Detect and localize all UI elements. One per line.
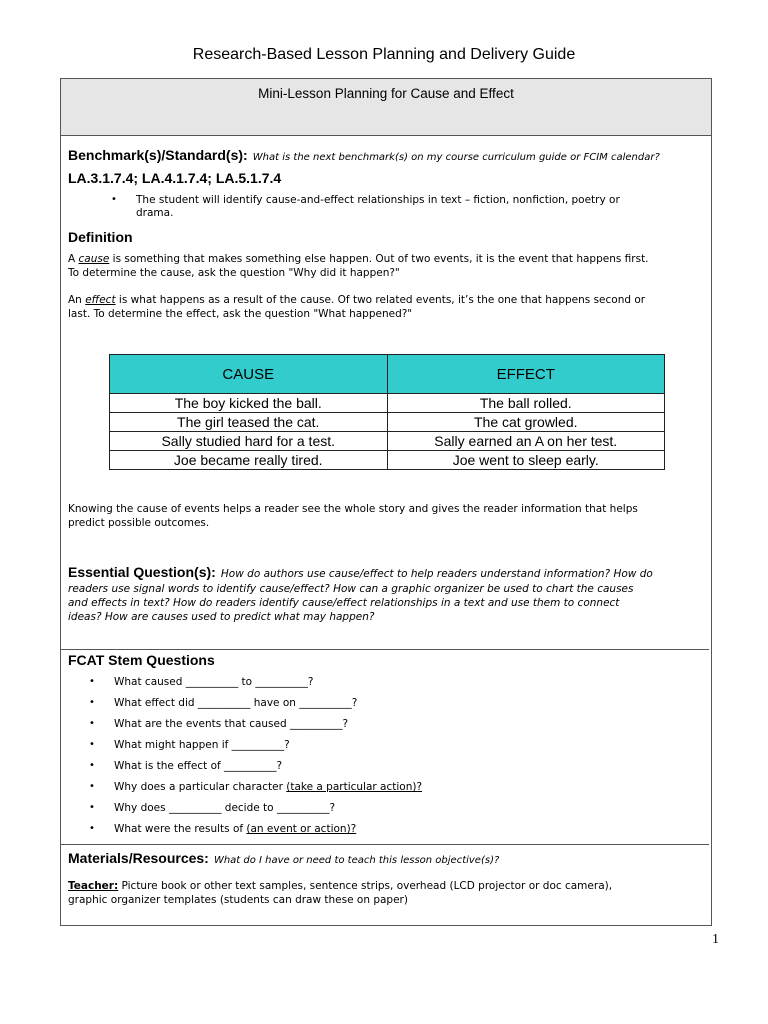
benchmark-bullet-line1: The student will identify cause-and-effect relationships in text – fiction, nonfiction, poetry or: [136, 194, 620, 206]
teacher-label: Teacher:: [68, 880, 119, 892]
essential-line1: How do authors use cause/effect to help readers understand information? How do: [220, 568, 653, 580]
section-divider: [61, 649, 709, 650]
effect-definition: [68, 294, 645, 321]
teacher-line1: Picture book or other text samples, sentence strips, overhead (LCD projector or doc camera),: [118, 880, 613, 892]
list-item: What effect did __________ have on __________?: [114, 697, 358, 709]
list-item: What might happen if __________?: [114, 739, 290, 751]
cause-pre: A: [68, 253, 79, 265]
bullet-icon: •: [89, 781, 95, 792]
benchmark-bullet: [136, 194, 620, 220]
table-row: [110, 394, 665, 413]
cause-definition: [68, 253, 649, 280]
materials-hint: What do I have or need to teach this lesson objective(s)?: [213, 855, 500, 866]
bullet-icon: •: [89, 802, 95, 813]
essential-questions: [68, 564, 653, 624]
cause-term: cause: [78, 253, 110, 265]
benchmark-hint: What is the next benchmark(s) on my course curriculum guide or FCIM calendar?: [252, 152, 660, 163]
list-item: What is the effect of __________?: [114, 760, 283, 772]
knowing-line1: Knowing the cause of events helps a reader see the whole story and gives the reader information that helps: [68, 503, 638, 515]
effect-cell: The ball rolled.: [387, 394, 665, 413]
essential-line2: readers use signal words to identify cause/effect? How can a graphic organizer be used to chart the causes: [68, 583, 634, 595]
fcat-heading: FCAT Stem Questions: [68, 652, 215, 668]
essential-label: Essential Question(s):: [68, 564, 216, 580]
materials-row: [68, 848, 499, 867]
list-item: What were the results of (an event or action)?: [114, 823, 357, 835]
table-row: [110, 413, 665, 432]
definition-heading: Definition: [68, 229, 133, 245]
effect-line1: is what happens as a result of the cause. Of two related events, it’s the one that happens second or: [115, 294, 646, 306]
essential-line3: and effects in text? How do readers identify cause/effect relationships in a text and use them to connect: [68, 597, 620, 609]
cause-cell: Sally studied hard for a test.: [110, 432, 388, 451]
bullet-icon: •: [89, 823, 95, 834]
list-item: Why does __________ decide to __________?: [114, 802, 336, 814]
knowing-line2: predict possible outcomes.: [68, 516, 210, 529]
bullet-icon: •: [89, 697, 95, 708]
benchmark-label: Benchmark(s)/Standard(s):: [68, 147, 248, 163]
materials-label: Materials/Resources:: [68, 850, 209, 866]
bullet-icon: •: [89, 760, 95, 771]
effect-cell: Sally earned an A on her test.: [387, 432, 665, 451]
teacher-line2: graphic organizer templates (students can draw these on paper): [68, 893, 408, 906]
cause-cell: Joe became really tired.: [110, 451, 388, 470]
list-item: Why does a particular character (take a particular action)?: [114, 781, 423, 793]
cause-line1: is something that makes something else happen. Out of two events, it is the event that happens first.: [109, 253, 649, 265]
cause-header: CAUSE: [110, 355, 388, 394]
page-number: 1: [712, 932, 719, 947]
effect-header: EFFECT: [387, 355, 665, 394]
list-item: What are the events that caused __________?: [114, 718, 349, 730]
benchmark-codes: LA.3.1.7.4; LA.4.1.7.4; LA.5.1.7.4: [68, 170, 282, 186]
bullet-icon: •: [89, 676, 95, 687]
benchmark-row: [68, 145, 660, 164]
teacher-materials: [68, 880, 612, 907]
table-row: [110, 451, 665, 470]
document-title: Research-Based Lesson Planning and Delivery Guide: [192, 46, 576, 63]
essential-line4: ideas? How are causes used to predict what may happen?: [68, 611, 375, 623]
effect-line2: last. To determine the effect, ask the question "What happened?": [68, 307, 413, 320]
list-item: What caused __________ to __________?: [114, 676, 314, 688]
cause-line2: To determine the cause, ask the question "Why did it happen?": [68, 266, 400, 279]
effect-cell: The cat growled.: [387, 413, 665, 432]
table-header-row: [110, 355, 665, 394]
table-row: [110, 432, 665, 451]
bullet-icon: •: [89, 739, 95, 750]
bullet-icon: •: [111, 194, 117, 205]
mini-lesson-subtitle: Mini-Lesson Planning for Cause and Effect: [258, 86, 514, 101]
lesson-plan-frame: [60, 78, 712, 926]
effect-term: effect: [85, 294, 116, 306]
cause-effect-table: [109, 354, 665, 470]
cause-cell: The boy kicked the ball.: [110, 394, 388, 413]
effect-pre: An: [68, 294, 86, 306]
header-band: [61, 79, 711, 136]
bullet-icon: •: [89, 718, 95, 729]
cause-cell: The girl teased the cat.: [110, 413, 388, 432]
effect-cell: Joe went to sleep early.: [387, 451, 665, 470]
section-divider: [61, 844, 709, 845]
knowing-paragraph: [68, 503, 638, 530]
benchmark-bullet-line2: drama.: [136, 207, 174, 219]
